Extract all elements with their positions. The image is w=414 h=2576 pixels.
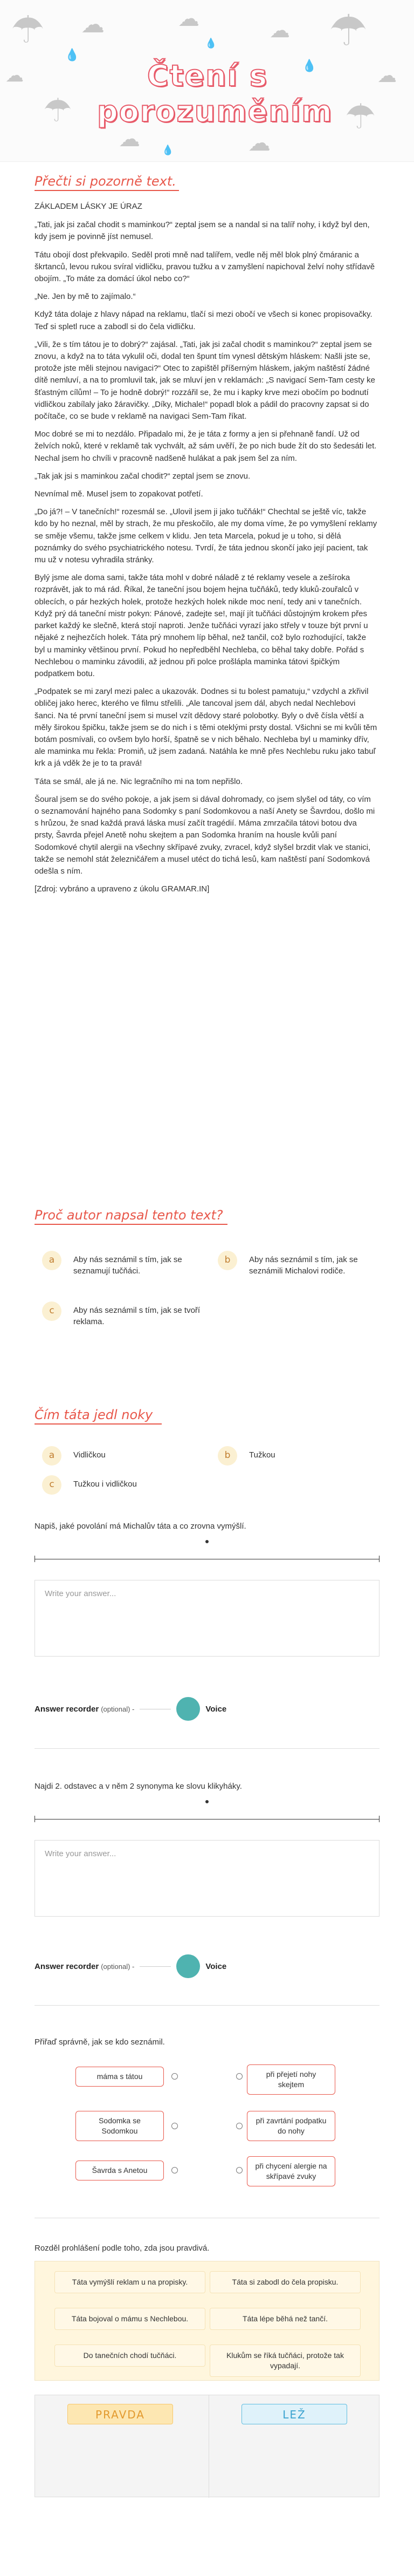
section-title-read: Přečti si pozorně text. bbox=[34, 174, 176, 189]
match-right-item[interactable]: při přejetí nohy skejtem bbox=[247, 2064, 335, 2095]
answer-input[interactable]: Write your answer... bbox=[34, 1840, 380, 1917]
option-text: Tužkou i vidličkou bbox=[73, 1480, 137, 1489]
section-underline bbox=[34, 190, 179, 191]
bin-true-label: PRAVDA bbox=[67, 2404, 173, 2424]
paragraph: „Ne. Jen by mě to zajímalo.“ bbox=[34, 292, 136, 302]
paragraph: Táta se smál, ale já ne. Nic legračního mi na tom nepřišlo. bbox=[34, 776, 243, 786]
recorder-optional: (optional) - bbox=[101, 1705, 135, 1713]
choice-option-b[interactable] bbox=[218, 1446, 380, 1466]
option-letter: a bbox=[42, 1251, 61, 1270]
recorder-label: Answer recorder bbox=[34, 1704, 99, 1714]
choice-option-a[interactable] bbox=[42, 1251, 204, 1277]
scale-tick bbox=[34, 1816, 35, 1822]
paragraph: Moc dobré se mi to nezdálo. Připadalo mi, že je táta z formy a jen si přehnaně fandí. Už od želvích noků, které v reklamě tak vychvált, až sám uvěří, že po nich bude žít do sto šedesáti let. Nechal jsem ho chvíli v pracovně nadšeně hulákat a pak jsem šel za ním. bbox=[34, 430, 377, 463]
voice-label: Voice bbox=[205, 1961, 227, 1971]
choice-option-b[interactable] bbox=[218, 1251, 380, 1277]
raindrop-icon: 💧 bbox=[302, 59, 317, 73]
option-text: Aby nás seznámil s tím, jak se seznamují tučňáci. bbox=[73, 1255, 182, 1276]
sort-card[interactable]: Do tanečních chodí tučňáci. bbox=[54, 2345, 205, 2367]
match-connector-dot[interactable] bbox=[171, 2073, 178, 2080]
sort-bins bbox=[34, 2395, 380, 2497]
match-right-item[interactable]: při chycení alergie na skřípavé zvuky bbox=[247, 2156, 335, 2186]
answer-recorder bbox=[34, 1954, 226, 1978]
task-label: Napiš, jaké povolání má Michalův táta a co zrovna vymýšlí. bbox=[34, 1522, 246, 1531]
paragraph: Šoural jsem se do svého pokoje, a jak jsem si dával dohromady, co jsem slyšel od táty, co vím o seznamování hajného pana Sodomky s paní Sodomkovou a naší Anety se Šavrdou, došlo mi s hrůzou, že snad každá pravá láska musí začít tragédií. Máma zmrzačila tátovi botou dva prsty, Šavrda přejel Anetě nohu skejtem a pan Sodomka hraním na housle kvůli paní Sodomkové chytil alergii na všechny skřípavé zvuky, zvracel, když slyšel brzdit vlak ve stanici, takže se nemohl stát železničářem a musel utéct do tichá lesů, kam naštěstí paní Sodomková odešla s ním. bbox=[34, 794, 375, 876]
choice-option-c[interactable] bbox=[42, 1301, 204, 1327]
option-text: Aby nás seznámil s tím, jak se seznámili Michalovi rodiče. bbox=[249, 1255, 358, 1276]
answer-recorder bbox=[34, 1697, 226, 1721]
source-note: [Zdroj: vybráno a upraveno z úkolu GRAMAR.IN] bbox=[34, 884, 210, 894]
match-connector-dot[interactable] bbox=[236, 2123, 243, 2129]
bin-false-label: LEŽ bbox=[242, 2404, 347, 2424]
sort-card[interactable]: Táta si zabodl do čela propisku. bbox=[210, 2271, 361, 2293]
record-button[interactable] bbox=[176, 1954, 200, 1978]
option-letter: b bbox=[218, 1446, 237, 1466]
header-banner bbox=[0, 0, 414, 162]
sort-card-pool bbox=[34, 2261, 380, 2381]
scale-tick bbox=[34, 1556, 35, 1562]
match-left-item[interactable]: máma s tátou bbox=[75, 2067, 164, 2087]
raindrop-icon: 💧 bbox=[205, 38, 217, 49]
cloud-icon: ☁ bbox=[81, 11, 105, 38]
umbrella-icon: ☂ bbox=[329, 5, 368, 56]
umbrella-icon: ☂ bbox=[43, 92, 72, 130]
bin-true[interactable] bbox=[35, 2395, 205, 2498]
section-underline bbox=[34, 1423, 162, 1425]
match-connector-dot[interactable] bbox=[236, 2073, 243, 2080]
cloud-icon: ☁ bbox=[248, 130, 271, 156]
cloud-icon: ☁ bbox=[119, 127, 140, 152]
sort-card[interactable]: Táta vymýšlí reklam u na propisky. bbox=[54, 2271, 205, 2293]
drawing-scale[interactable] bbox=[34, 1798, 380, 1819]
match-connector-dot[interactable] bbox=[171, 2167, 178, 2173]
recorder-line bbox=[140, 1966, 171, 1967]
option-letter: c bbox=[42, 1475, 61, 1495]
answer-input[interactable]: Write your answer... bbox=[34, 1580, 380, 1657]
scale-tick bbox=[379, 1556, 380, 1562]
cloud-icon: ☁ bbox=[5, 65, 24, 86]
section-title-why: Proč autor napsal tento text? bbox=[34, 1208, 223, 1223]
option-text: Tužkou bbox=[249, 1450, 275, 1460]
task-label: Přiřaď správně, jak se kdo seznámil. bbox=[34, 2037, 165, 2047]
title-line-2: porozuměním bbox=[97, 94, 333, 128]
paragraph: „Tak jak jsi s maminkou začal chodit?“ zeptal jsem se znovu. bbox=[34, 471, 251, 481]
paragraph: „Podpatek se mi zaryl mezi palec a ukazovák. Dodnes si tu bolest pamatuju,“ vzdychl a zkřivil obličej jako herec, kterého ve filmu střelili. „Ale tancoval jsem dál, abych nedal Nechlebovi šanci. Na té první taneční jsem si musel vzít dědovy staré polobotky. Byly o dvě čísla větší a měly širokou špičku, takže jsem se do nich i s těmi oteklými prsty dostal. Všichni se mi kvůli těm botám posmívali, co ovšem bylo horší, špatně se v nich běhalo. Nechleba byl u maminky dřív, ale maminka mu řekla: Promiň, už jsem zadaná. Natáhla ke mně přes Nechlebu ruku jako tabuľ krk a já vděk že je to ta pravá! bbox=[34, 687, 377, 768]
match-left-item[interactable]: Sodomka se Sodomkou bbox=[75, 2111, 164, 2141]
task-label: Rozděl prohlášení podle toho, zda jsou pravdivá. bbox=[34, 2244, 210, 2253]
section-underline bbox=[34, 1224, 227, 1225]
option-letter: a bbox=[42, 1446, 61, 1466]
record-button[interactable] bbox=[176, 1697, 200, 1721]
paragraph: Když táta dolaje z hlavy nápad na reklamu, tlačí si mezi obočí ve všech si konec propisovačky. Teď si spletl ruce a zabodl si do čela vidličku. bbox=[34, 310, 372, 331]
raindrop-icon: 💧 bbox=[65, 49, 80, 62]
paragraph: Tátu obojí dost překvapilo. Seděl proti mně nad talířem, vedle něj měl blok plný čmáranic a škrtanců, levou rukou svíral vidličku, pravou tužku a v zamyšlení napichoval želví nohy střídavě obojím. „To máte za domácí úkol nebo co?“ bbox=[34, 250, 375, 284]
cloud-icon: ☁ bbox=[377, 65, 397, 87]
paragraph: Nevnímal mě. Musel jsem to zopakovat potřetí. bbox=[34, 489, 203, 499]
recorder-label: Answer recorder bbox=[34, 1961, 99, 1971]
umbrella-icon: ☂ bbox=[345, 97, 376, 137]
paragraph: „Vili, že s tím tátou je to dobrý?“ zajásal. „Tati, jak jsi začal chodit s maminkou?“ zeptal jsem se znovu, a když na to táta vykulil oči, dodal ten špunt tím vynesl dětským hláskem: Našli jste se, protože jste měli stejnou navigaci?“ Otec to zapištěl příšerným hláskem, jakým naštěstí žádné dítě nemluví, a na to promluvil tak, jak se mluví jen v reklamách: „S navigací Sem-Tam cesty ke šťastným cílům! – To je hodně dobrý!“ rozzářil se, že mu i kapky krve mezi obočím po bodnutí vidličkou zabílaly jako žáravičky. „Díky, Michale!“ popadl blok a pádil do pracovny zapsat si do počítače, co se bude v reklamě na navigaci Sem-Tam říkat. bbox=[34, 339, 375, 421]
paragraph: „Do já?! – V tanečních!“ rozesmál se. „Ulovil jsem ji jako tučňák!“ Chechtal se ještě víc, takže kdo by ho neznal, měl by strach, že mu přeskočilo, ale my doma víme, že po vymyšlení reklamy se směje všemu, takže jsme celkem v klidu. Jen teta Marcela, pokud je u toho, si dělá poznámky do svého psychiatrického notesu. Tvrdí, že táta jednou skončí jako její pacient, tak mu už v notesu vyhradila stránky. bbox=[34, 507, 377, 565]
scale-tick bbox=[379, 1816, 380, 1822]
reading-text bbox=[34, 201, 377, 901]
text-heading: ZÁKLADEM LÁSKY JE ÚRAZ bbox=[34, 202, 142, 211]
bin-false[interactable] bbox=[209, 2395, 379, 2498]
raindrop-icon: 💧 bbox=[162, 145, 174, 156]
section-title-eat: Čím táta jedl noky bbox=[34, 1407, 153, 1422]
match-right-item[interactable]: při zavrtání podpatku do nohy bbox=[247, 2111, 335, 2141]
paragraph: „Tati, jak jsi začal chodit s maminkou?“ zeptal jsem se a nandal si na talíř nohy, i když byl den, kdy jsem je povinně jíst nemusel. bbox=[34, 220, 370, 242]
page-title bbox=[97, 58, 333, 130]
option-letter: b bbox=[218, 1251, 237, 1270]
task-label: Najdi 2. odstavec a v něm 2 synonyma ke slovu klikyháky. bbox=[34, 1782, 242, 1791]
option-text: Aby nás seznámil s tím, jak se tvoří reklama. bbox=[73, 1306, 201, 1326]
choice-option-a[interactable] bbox=[42, 1446, 204, 1466]
recorder-optional: (optional) - bbox=[101, 1962, 135, 1971]
choice-option-c[interactable] bbox=[42, 1475, 204, 1495]
scale-dot bbox=[205, 1800, 209, 1803]
match-connector-dot[interactable] bbox=[171, 2123, 178, 2129]
cloud-icon: ☁ bbox=[270, 18, 290, 42]
option-letter: c bbox=[42, 1301, 61, 1321]
cloud-icon: ☁ bbox=[178, 6, 199, 31]
sort-card[interactable]: Klukům se říká tučňáci, protože tak vypadají. bbox=[210, 2345, 361, 2377]
divider bbox=[34, 2005, 380, 2006]
sort-card[interactable]: Táta bojoval o mámu s Nechlebou. bbox=[54, 2308, 205, 2330]
title-line-1: Čtení s bbox=[147, 59, 268, 93]
sort-card[interactable]: Táta lépe běhá než tančí. bbox=[210, 2308, 361, 2330]
umbrella-icon: ☂ bbox=[11, 8, 45, 52]
voice-label: Voice bbox=[205, 1704, 227, 1714]
scale-dot bbox=[205, 1540, 209, 1543]
match-left-item[interactable]: Šavrda s Anetou bbox=[75, 2161, 164, 2180]
drawing-scale[interactable] bbox=[34, 1538, 380, 1559]
divider bbox=[34, 1748, 380, 1749]
option-text: Vidličkou bbox=[73, 1450, 106, 1460]
match-connector-dot[interactable] bbox=[236, 2167, 243, 2173]
paragraph: Bylý jsme ale doma sami, takže táta mohl v dobré náladě z té reklamy vesele a zešíroka rozprávět, jak to má rád. Říkal, že taneční jsou bojem hejna tučňáků, tedy kluků-zouřalců v oblecích, o pár hezkých holek, protože hezkých holek nikde moc není, tedy ani v tanečních. Když prý dá taneční mistr pokyn: Pánové, zadejte se!, mají jít tučňáci důstojným krokem přes parket každý ke slečně, která stojí naproti. Jenže tučňáci vyrazí jako střely v touze být první u nějaké z nejhezčích holek. Táta prý mnohem líp běhal, než tančil, což bylo rozhodující, takže byl u maminky většinou první. Pokud ho nepředběhl Nechleba, co běhal taky dobře. Pořád s Nechlebou o maminku závodili, až jednou při polce prošlápla maminka tátovi špičkým podpatkem botu. bbox=[34, 573, 368, 678]
